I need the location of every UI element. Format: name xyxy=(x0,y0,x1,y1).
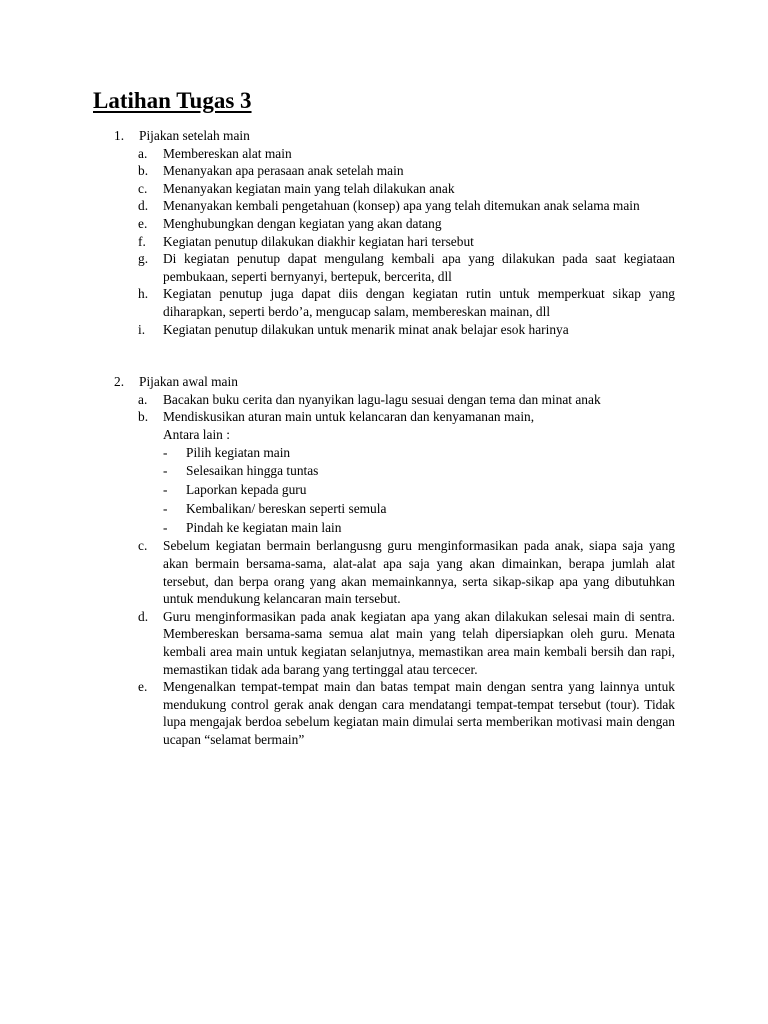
item-text: Sebelum kegiatan bermain berlangusng guru menginformasikan pada anak, siapa saja yang akan bermain bersama-sama, alat-alat apa saja yang akan dimainkan, berapa jumlah alat tersebut, dan berpa orang yang akan memainkannya, serta sikap-sikap apa yang dibutuhkan untuk mendukung kelancaran main tersebut. xyxy=(163,538,675,607)
dash-marker: - xyxy=(163,463,168,479)
item-letter: d. xyxy=(138,608,149,624)
item-text: Kegiatan penutup juga dapat diis dengan kegiatan rutin untuk memperkuat sikap yang diharapkan, seperti berdo’a, mengucap salam, membereskan mainan, dll xyxy=(163,286,675,319)
item-text: Bacakan buku cerita dan nyanyikan lagu-lagu sesuai dengan tema dan minat anak xyxy=(163,391,601,407)
list-item xyxy=(93,391,675,409)
dash-item-text: Kembalikan/ bereskan seperti semula xyxy=(186,500,387,516)
section-heading: Pijakan awal main xyxy=(139,374,238,390)
dash-item-text: Pilih kegiatan main xyxy=(186,444,291,460)
list-item xyxy=(93,608,675,678)
section-number: 2. xyxy=(114,374,125,390)
list-item xyxy=(93,285,675,320)
list-item xyxy=(93,180,675,198)
item-text: Menanyakan kegiatan main yang telah dilakukan anak xyxy=(163,180,455,196)
dash-marker: - xyxy=(163,500,168,516)
item-text: Guru menginformasikan pada anak kegiatan apa yang akan dilakukan selesai main di sentra. Membereskan bersama-sama semua alat main yang telah dipersiapkan oleh guru. Menata kembali area main untuk kegiatan selanjutnya, memastikan area main kembali bersih dan rapi, memastikan tidak ada barang yang tertinggal atau tercecer. xyxy=(163,608,675,677)
item-letter: a. xyxy=(138,391,148,407)
item-letter: d. xyxy=(138,198,149,214)
item-text: Kegiatan penutup dilakukan diakhir kegiatan hari tersebut xyxy=(163,233,474,249)
item-letter: e. xyxy=(138,215,148,231)
item-letter: e. xyxy=(138,679,148,695)
list-item xyxy=(93,197,675,215)
item-letter: g. xyxy=(138,251,149,267)
dash-list-item xyxy=(93,444,675,463)
list-item xyxy=(93,321,675,339)
list-item xyxy=(93,233,675,251)
dash-marker: - xyxy=(163,482,168,498)
dash-list-item xyxy=(93,462,675,481)
dash-list-item xyxy=(93,481,675,500)
list-item xyxy=(93,678,675,748)
list-item xyxy=(93,145,675,163)
antara-lain-label: Antara lain : xyxy=(163,426,230,442)
dash-marker: - xyxy=(163,444,168,460)
page-title: Latihan Tugas 3 xyxy=(93,88,252,113)
item-letter: c. xyxy=(138,538,148,554)
item-letter: b. xyxy=(138,409,149,425)
dash-item-text: Laporkan kepada guru xyxy=(186,482,307,498)
item-letter: h. xyxy=(138,286,149,302)
dash-item-text: Selesaikan hingga tuntas xyxy=(186,463,319,479)
item-text: Mendiskusikan aturan main untuk kelancaran dan kenyamanan main, xyxy=(163,409,535,425)
item-letter: b. xyxy=(138,163,149,179)
dash-list-item xyxy=(93,519,675,538)
section-spacer xyxy=(93,338,675,373)
section-heading: Pijakan setelah main xyxy=(139,128,250,143)
section-2-heading xyxy=(93,373,675,391)
list-item xyxy=(93,537,675,607)
dash-item-text: Pindah ke kegiatan main lain xyxy=(186,519,342,535)
dash-marker: - xyxy=(163,519,168,535)
item-text: Menanyakan apa perasaan anak setelah main xyxy=(163,163,404,179)
item-letter: a. xyxy=(138,145,148,161)
item-letter: i. xyxy=(138,321,146,337)
item-letter: f. xyxy=(138,233,146,249)
section-number: 1. xyxy=(114,128,125,143)
item-text: Menanyakan kembali pengetahuan (konsep) apa yang telah ditemukan anak selama main xyxy=(163,198,640,214)
list-item xyxy=(93,162,675,180)
list-item xyxy=(93,250,675,285)
item-text: Mengenalkan tempat-tempat main dan batas tempat main dengan sentra yang lainnya untuk mendukung control gerak anak dengan cara mendatangi tempat-tempat tersebut (tour). Tidak lupa mengajak berdoa sebelum kegiatan main dimulai serta memberikan motivasi main dengan ucapan “selamat bermain” xyxy=(163,679,675,748)
item-text: Di kegiatan penutup dapat mengulang kembali apa yang dilakukan pada saat kegiataan pembukaan, seperti bernyanyi, bertepuk, bercerita, dll xyxy=(163,251,675,284)
dash-list-item xyxy=(93,500,675,519)
item-text: Kegiatan penutup dilakukan untuk menarik minat anak belajar esok harinya xyxy=(163,321,569,337)
main-list xyxy=(93,127,675,749)
item-letter: c. xyxy=(138,180,148,196)
item-text: Menghubungkan dengan kegiatan yang akan datang xyxy=(163,215,442,231)
section-1-heading xyxy=(93,127,675,145)
list-item xyxy=(93,215,675,233)
list-item xyxy=(93,408,675,426)
item-text: Membereskan alat main xyxy=(163,145,292,161)
